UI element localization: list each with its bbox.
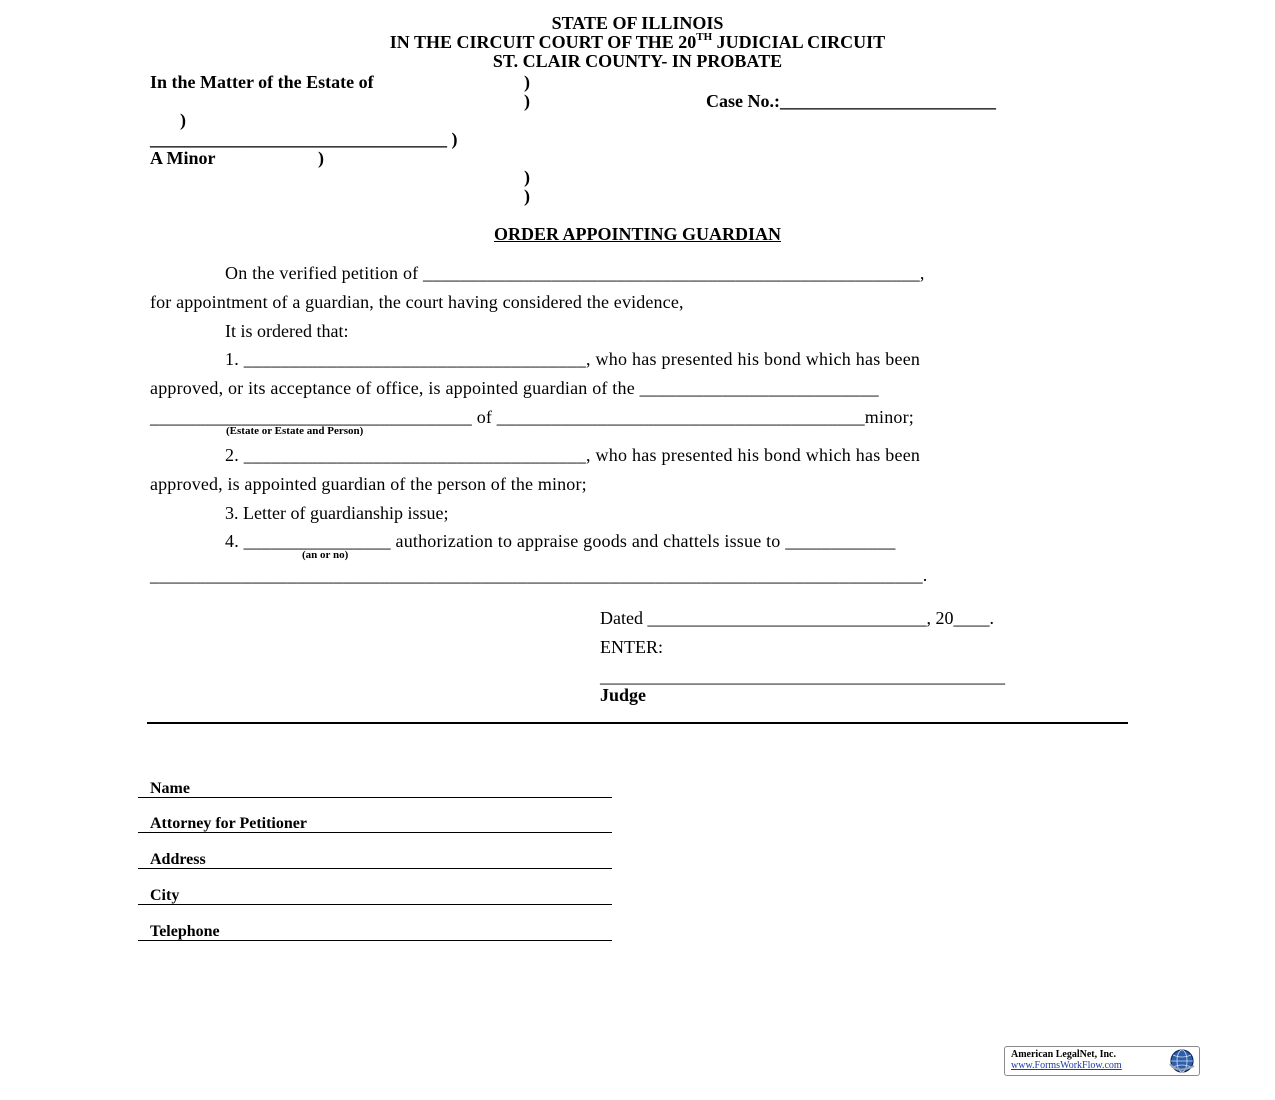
address-label: Address [150,851,206,868]
appointment-line: for appointment of a guardian, the court having considered the evidence, [150,292,684,312]
telephone-field[interactable] [138,940,612,941]
item-1-estate-field[interactable]: ___________________________________ of ________________________________________minor; [150,407,914,427]
item-4-recipient-field[interactable]: ____________________________________________________________________________________. [150,565,928,585]
case-number-field[interactable]: Case No.:________________________ [706,91,996,111]
enter-label: ENTER: [600,637,663,657]
judge-signature-line[interactable]: _____________________________________________ [600,666,1005,686]
attorney-name-field[interactable] [138,797,612,798]
judge-label: Judge [600,685,647,705]
globe-icon [1167,1048,1197,1074]
caption-paren: ) [524,167,530,187]
petitioner-line[interactable]: On the verified petition of ______________________________________________________, [225,263,925,283]
court-county-heading: ST. CLAIR COUNTY- IN PROBATE [492,51,783,71]
estate-of-label: In the Matter of the Estate of [150,72,374,92]
attorney-for-petitioner-label: Attorney for Petitioner [150,815,307,832]
dated-field[interactable]: Dated _______________________________, 20____. [600,608,994,628]
address-field[interactable] [138,868,612,869]
attorney-name-label: Name [150,780,190,797]
city-label: City [150,887,180,904]
court-circuit-heading: IN THE CIRCUIT COURT OF THE 20TH JUDICIAL CIRCUIT [389,31,886,52]
item-1-guardian-field[interactable]: 1. _____________________________________, who has presented his bond which has been [225,349,921,369]
caption-paren: ) [524,91,530,111]
estate-note: (Estate or Estate and Person) [226,425,364,437]
attorney-for-petitioner-field[interactable] [138,832,612,833]
city-field[interactable] [138,904,612,905]
telephone-label: Telephone [150,923,220,940]
document-title: ORDER APPOINTING GUARDIAN [493,224,781,244]
item-1-appointment-line[interactable]: approved, or its acceptance of office, is appointed guardian of the __________________________ [150,378,879,398]
caption-paren: ) [524,72,530,92]
ordered-line: It is ordered that: [225,321,349,341]
caption-paren: ) [318,148,324,168]
minor-name-field[interactable]: _________________________________ ) [150,129,458,149]
item-2-guardian-field[interactable]: 2. _____________________________________, who has presented his bond which has been [225,445,921,465]
caption-paren: ) [524,186,530,206]
divider [147,722,1128,724]
publisher-link[interactable]: www.FormsWorkFlow.com [1011,1060,1122,1071]
an-or-no-note: (an or no) [302,549,349,561]
court-state-heading: STATE OF ILLINOIS [551,13,724,33]
item-2-appointment-line: approved, is appointed guardian of the person of the minor; [150,474,587,494]
publisher-name: American LegalNet, Inc. [1011,1049,1116,1060]
caption-paren: ) [180,110,186,130]
item-3-line: 3. Letter of guardianship issue; [225,503,449,523]
a-minor-label: A Minor [150,148,216,168]
item-4-authorization-field[interactable]: 4. ________________ authorization to appraise goods and chattels issue to ____________ [225,531,896,551]
publisher-logo[interactable] [1004,1046,1200,1076]
